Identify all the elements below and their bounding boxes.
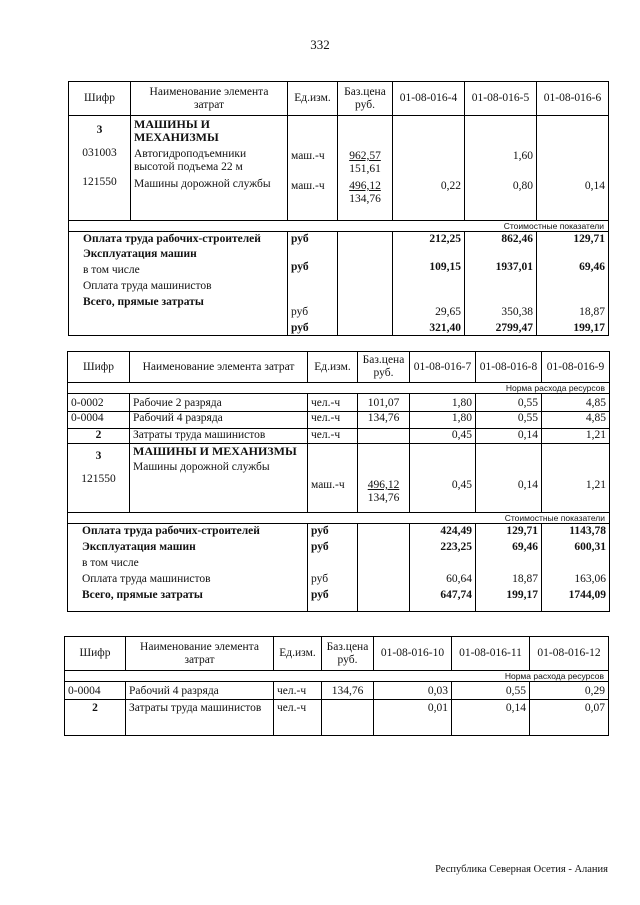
header-price: Баз.цена руб. <box>338 82 393 116</box>
row-unit: чел.-ч <box>308 412 358 429</box>
header-name: Наименование элемента затрат <box>126 637 274 671</box>
row-name: Автогидроподъемники высотой подъема 22 м <box>134 148 247 173</box>
total-value: 18,87 <box>512 573 538 585</box>
row-value: 0,14 <box>584 180 605 192</box>
row-value: 0,07 <box>530 700 609 736</box>
total-value: 163,06 <box>574 573 606 585</box>
totals-block <box>69 232 609 336</box>
row-value: 0,55 <box>476 394 542 412</box>
row-code: 031003 <box>82 147 117 159</box>
row-price: 134,76 <box>322 682 374 700</box>
row-value: 1,80 <box>410 394 476 412</box>
total-value: 18,87 <box>579 306 605 318</box>
total-name: Оплата труда машинистов <box>82 573 211 585</box>
header-price: Баз.цена руб. <box>322 637 374 671</box>
total-unit: руб <box>291 261 309 273</box>
header-price: Баз.цена руб. <box>358 352 410 383</box>
total-value: 109,15 <box>429 261 461 273</box>
table-row <box>65 700 609 736</box>
total-unit: руб <box>291 322 309 334</box>
row-code: 2 <box>68 429 130 444</box>
total-value: 212,25 <box>429 233 461 245</box>
band-resource-norm: Норма расхода ресурсов <box>68 383 610 394</box>
total-name: Всего, прямые затраты <box>82 589 203 601</box>
total-value: 69,46 <box>579 261 605 273</box>
header-col-1: 01-08-016-4 <box>393 82 465 116</box>
total-name: в том числе <box>82 557 139 569</box>
cost-table-2 <box>67 351 610 612</box>
total-value: 129,71 <box>573 233 605 245</box>
row-value: 1,60 <box>512 150 533 162</box>
total-value: 29,65 <box>435 306 461 318</box>
row-name: Машины дорожной службы <box>133 461 270 473</box>
row-value: 0,45 <box>410 429 476 444</box>
page-number: 332 <box>310 37 330 52</box>
row-name: Рабочие 2 разряда <box>130 394 308 412</box>
row-code: 2 <box>65 700 126 736</box>
row-unit: чел.-ч <box>274 700 322 736</box>
row-value: 0,45 <box>410 444 476 513</box>
row-unit: маш.-ч <box>291 150 325 162</box>
total-value: 60,64 <box>446 573 472 585</box>
row-unit: маш.-ч <box>291 180 325 192</box>
total-value: 424,49 <box>440 525 472 537</box>
band-resource-norm: Норма расхода ресурсов <box>65 671 609 682</box>
header-cipher: Шифр <box>65 637 126 671</box>
total-unit: руб <box>311 573 329 585</box>
row-value: 0,14 <box>476 444 542 513</box>
total-value: 129,71 <box>506 525 538 537</box>
row-value: 0,22 <box>440 180 461 192</box>
total-value: 600,31 <box>574 541 606 553</box>
row-price: 496,12 <box>367 479 400 491</box>
row-name: Рабочий 4 разряда <box>126 682 274 700</box>
row-name: Машины дорожной службы <box>134 178 271 190</box>
row-price: 134,76 <box>358 412 410 429</box>
header-cipher: Шифр <box>68 352 130 383</box>
total-unit: руб <box>311 525 329 537</box>
total-unit: руб <box>311 589 329 601</box>
total-unit: руб <box>291 306 309 318</box>
total-name: Эксплуатация машин <box>83 248 197 260</box>
header-col-2: 01-08-016-5 <box>465 82 537 116</box>
row-code: 0-0004 <box>65 682 126 700</box>
header-cipher: Шифр <box>69 82 131 116</box>
header-col-2: 01-08-016-11 <box>452 637 530 671</box>
total-name: Оплата труда машинистов <box>83 280 212 292</box>
total-value: 199,17 <box>506 589 538 601</box>
header-unit: Ед.изм. <box>308 352 358 383</box>
header-name: Наименование элемента затрат <box>131 82 288 116</box>
header-unit: Ед.изм. <box>274 637 322 671</box>
row-price-2: 134,76 <box>349 193 381 205</box>
band-cost-indicators: Стоимостные показатели <box>68 513 610 524</box>
row-value: 1,21 <box>542 429 610 444</box>
section-title: МАШИНЫ И МЕХАНИЗМЫ <box>134 117 219 144</box>
header-col-1: 01-08-016-7 <box>410 352 476 383</box>
row-unit: чел.-ч <box>308 394 358 412</box>
row-value: 4,85 <box>542 412 610 429</box>
total-value: 321,40 <box>429 322 461 334</box>
total-value: 1937,01 <box>495 261 533 273</box>
total-value: 69,46 <box>512 541 538 553</box>
row-unit: чел.-ч <box>274 682 322 700</box>
row-unit: чел.-ч <box>308 429 358 444</box>
total-value: 2799,47 <box>495 322 533 334</box>
total-name: в том числе <box>83 264 140 276</box>
totals-block <box>68 524 610 612</box>
total-name: Всего, прямые затраты <box>83 296 204 308</box>
table-row <box>69 116 609 221</box>
cost-table-3 <box>64 636 609 736</box>
section-code: 3 <box>95 450 102 462</box>
total-value: 1143,78 <box>569 525 606 537</box>
band-cost-indicators: Стоимостные показатели <box>69 221 609 232</box>
row-unit: маш.-ч <box>308 444 358 513</box>
total-unit: руб <box>291 233 309 245</box>
table-row <box>68 394 610 412</box>
header-col-3: 01-08-016-12 <box>530 637 609 671</box>
total-value: 647,74 <box>440 589 472 601</box>
row-price: 962,57 <box>349 150 381 162</box>
row-code: 0-0004 <box>68 412 130 429</box>
cost-table-1 <box>68 81 609 336</box>
table-row <box>68 429 610 444</box>
footer-region: Республика Северная Осетия - Алания <box>435 864 608 875</box>
row-value: 4,85 <box>542 394 610 412</box>
total-name: Оплата труда рабочих-строителей <box>83 233 261 245</box>
row-value: 0,55 <box>476 412 542 429</box>
row-value: 0,29 <box>530 682 609 700</box>
header-col-2: 01-08-016-8 <box>476 352 542 383</box>
row-price: 496,12 <box>349 180 381 192</box>
total-value: 223,25 <box>440 541 472 553</box>
total-unit: руб <box>311 541 329 553</box>
row-value: 0,14 <box>476 429 542 444</box>
total-value: 350,38 <box>501 306 533 318</box>
header-col-3: 01-08-016-9 <box>542 352 610 383</box>
header-unit: Ед.изм. <box>288 82 338 116</box>
total-name: Оплата труда рабочих-строителей <box>82 525 260 537</box>
row-name: Рабочий 4 разряда <box>130 412 308 429</box>
section-title: МАШИНЫ И МЕХАНИЗМЫ <box>133 444 297 458</box>
row-value: 0,80 <box>512 180 533 192</box>
row-name: Затраты труда машинистов <box>126 700 274 736</box>
section-code: 3 <box>96 124 103 136</box>
total-name: Эксплуатация машин <box>82 541 196 553</box>
header-name: Наименование элемента затрат <box>130 352 308 383</box>
row-price-2: 151,61 <box>349 163 381 175</box>
row-value: 0,55 <box>452 682 530 700</box>
total-value: 199,17 <box>573 322 605 334</box>
row-value: 0,03 <box>374 682 452 700</box>
row-price: 101,07 <box>358 394 410 412</box>
table-row <box>65 682 609 700</box>
row-value: 0,14 <box>452 700 530 736</box>
row-value: 0,01 <box>374 700 452 736</box>
row-code: 121550 <box>81 473 116 485</box>
total-value: 862,46 <box>501 233 533 245</box>
total-value: 1744,09 <box>568 589 606 601</box>
row-name: Затраты труда машинистов <box>130 429 308 444</box>
row-value: 1,21 <box>542 444 610 513</box>
header-col-1: 01-08-016-10 <box>374 637 452 671</box>
row-value: 1,80 <box>410 412 476 429</box>
row-code: 0-0002 <box>68 394 130 412</box>
row-price-2: 134,76 <box>367 492 400 504</box>
table-row <box>68 444 610 513</box>
header-col-3: 01-08-016-6 <box>537 82 609 116</box>
row-code: 121550 <box>82 176 117 188</box>
table-row <box>68 412 610 429</box>
